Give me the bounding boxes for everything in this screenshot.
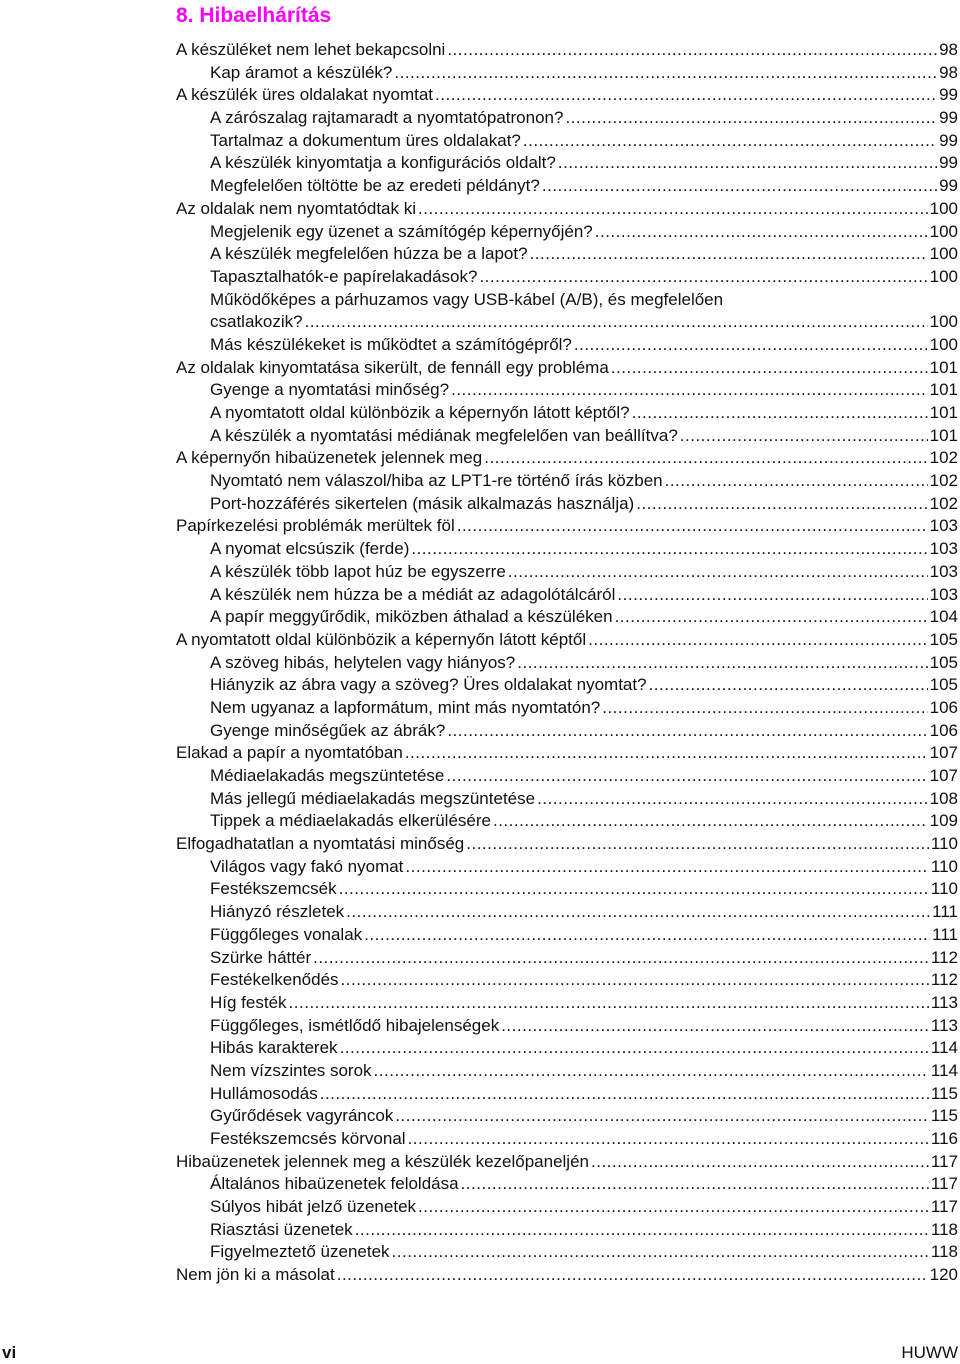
toc-dot-leader bbox=[574, 334, 928, 357]
toc-entry-label: Médiaelakadás megszüntetése bbox=[210, 766, 445, 785]
toc-dot-leader bbox=[517, 652, 927, 675]
toc-entry[interactable] bbox=[176, 810, 958, 833]
toc-entry[interactable] bbox=[176, 1037, 958, 1060]
toc-entry-label: Gyűrődések vagyráncok bbox=[210, 1106, 394, 1126]
toc-entry-label: A nyomat elcsúszik (ferde) bbox=[210, 539, 410, 559]
toc-entry-page: 100 bbox=[929, 266, 958, 286]
toc-entry-page: 108 bbox=[929, 788, 958, 808]
toc-dot-leader bbox=[665, 470, 928, 493]
toc-entry[interactable] bbox=[176, 1151, 958, 1174]
toc-entry-page: 100 bbox=[929, 334, 958, 354]
toc-entry-label: A papír meggyűrődik, miközben áthalad a készüléken bbox=[210, 607, 613, 627]
toc-entry-page: 98 bbox=[939, 62, 958, 82]
toc-entry-page: 103 bbox=[929, 539, 958, 559]
toc-entry[interactable] bbox=[176, 1173, 958, 1196]
toc-entry-page: 105 bbox=[929, 675, 958, 695]
toc-entry[interactable] bbox=[176, 243, 958, 266]
toc-entry[interactable] bbox=[176, 901, 958, 924]
toc-entry[interactable] bbox=[176, 1219, 958, 1242]
toc-dot-leader bbox=[447, 720, 927, 743]
toc-entry-page: 118 bbox=[930, 1242, 958, 1262]
toc-entry-page: 110 bbox=[930, 879, 958, 899]
toc-entry-page: 101 bbox=[929, 403, 958, 422]
toc-entry-label: Festékelkenődés bbox=[210, 970, 339, 990]
toc-dot-leader bbox=[411, 538, 927, 561]
toc-dot-leader bbox=[588, 629, 927, 652]
toc-dot-leader bbox=[337, 1264, 928, 1287]
toc-dot-leader bbox=[565, 107, 937, 130]
toc-dot-leader bbox=[523, 130, 937, 153]
toc-entry-page: 114 bbox=[930, 1060, 958, 1080]
toc-dot-leader bbox=[418, 1196, 929, 1219]
toc-entry-label: Elakad a papír a nyomtatóban bbox=[176, 743, 403, 763]
toc-dot-leader bbox=[479, 266, 927, 289]
toc-entry-page: 101 bbox=[929, 380, 958, 400]
toc-dot-leader bbox=[457, 515, 928, 538]
toc-entry-label: Működőképes a párhuzamos vagy USB-kábel (A/B), és megfelelően bbox=[210, 289, 724, 309]
toc-entry-page: 101 bbox=[929, 425, 958, 445]
toc-entry[interactable] bbox=[176, 62, 958, 85]
toc-entry-label: Nem ugyanaz a lapformátum, mint más nyomtatón? bbox=[210, 697, 601, 717]
toc-entry-page: 99 bbox=[939, 130, 958, 150]
toc-entry-page: 105 bbox=[929, 629, 958, 649]
toc-dot-leader bbox=[493, 810, 928, 833]
toc-entry[interactable] bbox=[176, 629, 958, 652]
toc-dot-leader bbox=[341, 969, 929, 992]
toc-entry-label: A készülék kinyomtatja a konfigurációs oldalt? bbox=[210, 153, 556, 173]
toc-entry[interactable] bbox=[176, 1128, 958, 1151]
toc-entry[interactable] bbox=[176, 39, 958, 62]
toc-entry-label: Világos vagy fakó nyomat bbox=[210, 856, 404, 876]
toc-entry-page: 113 bbox=[930, 1015, 958, 1035]
toc-dot-leader bbox=[435, 84, 937, 107]
toc-entry-page: 102 bbox=[929, 471, 958, 491]
toc-entry-label: Riasztási üzenetek bbox=[210, 1219, 353, 1239]
toc-entry-page: 110 bbox=[930, 856, 958, 876]
toc-entry-page: 103 bbox=[929, 516, 958, 536]
toc-entry[interactable] bbox=[176, 561, 958, 584]
toc-entry-page: 113 bbox=[930, 992, 958, 1012]
toc-entry-label: Híg festék bbox=[210, 992, 287, 1012]
toc-entry-label: Megfelelően töltötte be az eredeti példányt? bbox=[210, 176, 540, 196]
toc-dot-leader bbox=[680, 425, 928, 448]
toc-entry-label: A szöveg hibás, helytelen vagy hiányos? bbox=[210, 652, 516, 672]
toc-entry[interactable] bbox=[176, 1264, 958, 1287]
toc-entry-page: 115 bbox=[930, 1083, 958, 1103]
toc-entry-label: Nem jön ki a másolat bbox=[176, 1265, 335, 1285]
toc-entry-label: Festékszemcsés körvonal bbox=[210, 1129, 406, 1148]
toc-entry-page: 103 bbox=[929, 561, 958, 581]
toc-entry[interactable] bbox=[176, 924, 958, 947]
toc-entry-label: Elfogadhatatlan a nyomtatási minőség bbox=[176, 834, 465, 854]
toc-entry[interactable] bbox=[176, 1060, 958, 1083]
toc-entry[interactable] bbox=[176, 969, 958, 992]
toc-entry[interactable] bbox=[176, 856, 958, 879]
toc-dot-leader bbox=[595, 221, 928, 244]
toc-entry[interactable] bbox=[176, 402, 958, 425]
toc-dot-leader bbox=[447, 39, 937, 62]
toc-dot-leader bbox=[602, 697, 927, 720]
toc-entry[interactable] bbox=[176, 697, 958, 720]
toc-entry-page: 100 bbox=[929, 221, 958, 241]
toc-entry-label: Kap áramot a készülék? bbox=[210, 62, 393, 82]
toc-entry[interactable] bbox=[176, 379, 958, 402]
toc-entry-page: 100 bbox=[929, 312, 958, 332]
toc-dot-leader bbox=[558, 152, 937, 175]
toc-dot-leader bbox=[461, 1173, 929, 1196]
toc-entry-page: 114 bbox=[930, 1038, 958, 1058]
toc-entry-label: Nyomtató nem válaszol/hiba az LPT1-re történő írás közben bbox=[210, 471, 663, 491]
toc-entry-label: Megjelenik egy üzenet a számítógép képernyőjén? bbox=[210, 221, 593, 241]
toc-entry-page: 111 bbox=[932, 902, 958, 922]
toc-dot-leader bbox=[395, 1105, 929, 1128]
toc-entry[interactable] bbox=[176, 289, 958, 334]
toc-entry-page: 117 bbox=[930, 1174, 958, 1194]
toc-entry-label: A nyomtatott oldal különbözik a képernyőn látott képtől? bbox=[210, 403, 630, 422]
toc-entry[interactable] bbox=[176, 447, 958, 470]
toc-entry-label: Az oldalak nem nyomtatódtak ki bbox=[176, 198, 417, 218]
toc-entry-label: Figyelmeztető üzenetek bbox=[210, 1242, 390, 1262]
toc-entry[interactable] bbox=[176, 152, 958, 175]
toc-entry-label: A készülék több lapot húz be egyszerre bbox=[210, 561, 506, 581]
toc-entry[interactable] bbox=[176, 221, 958, 244]
toc-entry-page: 103 bbox=[929, 584, 958, 604]
toc-entry[interactable] bbox=[176, 334, 958, 357]
toc-entry-label: Az oldalak kinyomtatása sikerült, de fennáll egy probléma bbox=[176, 357, 609, 377]
toc-entry-page: 99 bbox=[939, 176, 958, 196]
toc-dot-leader bbox=[649, 674, 928, 697]
toc-dot-leader bbox=[313, 947, 929, 970]
toc-dot-leader bbox=[530, 243, 928, 266]
toc-dot-leader bbox=[615, 606, 928, 629]
toc-entry[interactable] bbox=[176, 1196, 958, 1219]
toc-dot-leader bbox=[484, 447, 927, 470]
toc-entry[interactable] bbox=[176, 175, 958, 198]
toc-dot-leader bbox=[508, 561, 928, 584]
toc-entry-label: Szürke háttér bbox=[210, 947, 312, 967]
toc-dot-leader bbox=[364, 924, 930, 947]
toc-entry-label: Festékszemcsék bbox=[210, 879, 337, 899]
toc-entry-page: 99 bbox=[939, 85, 958, 105]
toc-dot-leader bbox=[632, 402, 928, 425]
toc-entry[interactable] bbox=[176, 1015, 958, 1038]
toc-entry[interactable] bbox=[176, 1105, 958, 1128]
toc-entry-label: Függőleges vonalak bbox=[210, 924, 363, 944]
toc-entry[interactable] bbox=[176, 515, 958, 538]
toc-entry[interactable] bbox=[176, 652, 958, 675]
toc-dot-leader bbox=[320, 1083, 929, 1106]
toc-dot-leader bbox=[346, 901, 930, 924]
toc-dot-leader bbox=[305, 311, 928, 334]
toc-dot-leader bbox=[408, 1128, 929, 1151]
toc-entry-page: 112 bbox=[930, 947, 958, 967]
toc-entry[interactable] bbox=[176, 84, 958, 107]
toc-entry-label: Gyenge minőségűek az ábrák? bbox=[210, 720, 446, 740]
toc-entry[interactable] bbox=[176, 1083, 958, 1106]
toc-entry-label: Hibás karakterek bbox=[210, 1038, 338, 1058]
toc-entry-label: Gyenge a nyomtatási minőség? bbox=[210, 380, 450, 400]
toc-dot-leader bbox=[466, 833, 929, 856]
toc-dot-leader bbox=[542, 175, 937, 198]
toc-dot-leader bbox=[374, 1060, 929, 1083]
toc-dot-leader bbox=[405, 742, 928, 765]
toc-dot-leader bbox=[392, 1241, 929, 1264]
toc-entry[interactable] bbox=[176, 107, 958, 130]
toc-entry-page: 105 bbox=[929, 652, 958, 672]
toc-entry[interactable] bbox=[176, 425, 958, 448]
toc-dot-leader bbox=[339, 878, 929, 901]
toc-entry-label: Tartalmaz a dokumentum üres oldalakat? bbox=[210, 130, 521, 150]
toc-entry-label: Hibaüzenetek jelennek meg a készülék kezelőpaneljén bbox=[176, 1151, 589, 1171]
toc-entry-page: 118 bbox=[930, 1219, 958, 1239]
toc-entry[interactable] bbox=[176, 470, 958, 493]
toc-entry-label: A nyomtatott oldal különbözik a képernyőn látott képtől bbox=[176, 629, 587, 649]
toc-entry-page: 98 bbox=[939, 40, 958, 59]
toc-entry[interactable] bbox=[176, 992, 958, 1015]
toc-entry-page: 107 bbox=[929, 743, 958, 763]
toc-dot-leader bbox=[394, 62, 937, 85]
chapter-title: 8. Hibaelhárítás bbox=[176, 4, 332, 27]
toc-entry-page: 100 bbox=[929, 244, 958, 264]
toc-dot-leader bbox=[446, 765, 927, 788]
toc-entry[interactable] bbox=[176, 833, 958, 856]
toc-entry-label: Port-hozzáférés sikertelen (másik alkalmazás használja) bbox=[210, 493, 635, 513]
toc-entry-label: Más készülékeket is működtet a számítógépről? bbox=[210, 334, 572, 354]
toc-entry-page: 107 bbox=[929, 766, 958, 785]
toc-entry-label: Hullámosodás bbox=[210, 1083, 318, 1103]
toc-entry[interactable] bbox=[176, 742, 958, 765]
toc-entry-page: 117 bbox=[930, 1151, 958, 1171]
toc-entry[interactable] bbox=[176, 674, 958, 697]
toc-dot-leader bbox=[451, 379, 928, 402]
toc-entry-page: 115 bbox=[930, 1106, 958, 1126]
toc-entry-label: Tapasztalhatók-e papírelakadások? bbox=[210, 266, 478, 286]
toc-entry-page: 104 bbox=[929, 607, 958, 627]
toc-dot-leader bbox=[340, 1037, 929, 1060]
toc-entry-label: Hiányzó részletek bbox=[210, 902, 345, 922]
toc-entry[interactable] bbox=[176, 538, 958, 561]
toc-entry-page: 99 bbox=[939, 153, 958, 173]
toc-entry-label: A zárószalag rajtamaradt a nyomtatópatronon? bbox=[210, 108, 564, 128]
toc-entry[interactable] bbox=[176, 947, 958, 970]
toc-entry-page: 100 bbox=[929, 198, 958, 218]
toc-entry-page: 106 bbox=[929, 697, 958, 717]
toc-dot-leader bbox=[611, 357, 928, 380]
toc-entry-page: 111 bbox=[932, 924, 958, 944]
toc-entry[interactable] bbox=[176, 357, 958, 380]
toc-entry-label: Tippek a médiaelakadás elkerülésére bbox=[210, 811, 491, 831]
toc-dot-leader bbox=[591, 1151, 929, 1174]
toc-entry[interactable] bbox=[176, 130, 958, 153]
toc-entry-label: Papírkezelési problémák merültek föl bbox=[176, 516, 455, 536]
toc-entry-label: A készülék megfelelően húzza be a lapot? bbox=[210, 244, 528, 264]
toc-entry[interactable] bbox=[176, 720, 958, 743]
toc-entry-page: 112 bbox=[930, 970, 958, 990]
toc-entry-label: A készülék a nyomtatási médiának megfelelően van beállítva? bbox=[210, 425, 678, 445]
toc-entry-page: 102 bbox=[929, 448, 958, 468]
toc-entry-page: 106 bbox=[929, 720, 958, 740]
toc-entry-page: 101 bbox=[929, 357, 958, 377]
toc-entry-label: Más jellegű médiaelakadás megszüntetése bbox=[210, 788, 536, 808]
toc-entry-page: 109 bbox=[929, 811, 958, 831]
toc-dot-leader bbox=[418, 198, 928, 221]
toc-entry-page: 99 bbox=[939, 108, 958, 128]
toc-entry-page: 110 bbox=[930, 834, 958, 854]
toc-entry[interactable] bbox=[176, 765, 958, 788]
toc-entry-label: A készülék üres oldalakat nyomtat bbox=[176, 85, 434, 105]
toc-entry-label: A képernyőn hibaüzenetek jelennek meg bbox=[176, 448, 483, 468]
toc-entry[interactable] bbox=[176, 198, 958, 221]
toc-entry-label: Függőleges, ismétlődő hibajelenségek bbox=[210, 1015, 500, 1035]
toc-entry-page: 102 bbox=[929, 493, 958, 513]
table-of-contents bbox=[176, 39, 958, 1287]
toc-dot-leader bbox=[501, 1015, 929, 1038]
toc-entry[interactable] bbox=[176, 493, 958, 516]
toc-entry-label: A készüléket nem lehet bekapcsolni bbox=[176, 40, 446, 59]
toc-entry[interactable] bbox=[176, 788, 958, 811]
footer-brand: HUWW bbox=[901, 1343, 958, 1362]
toc-entry-page: 116 bbox=[930, 1129, 958, 1148]
toc-entry[interactable] bbox=[176, 1241, 958, 1264]
toc-entry-label: Nem vízszintes sorok bbox=[210, 1060, 372, 1080]
toc-entry[interactable] bbox=[176, 584, 958, 607]
toc-entry-label-continued: csatlakozik? bbox=[210, 312, 303, 332]
toc-entry-label: Általános hibaüzenetek feloldása bbox=[210, 1174, 459, 1194]
toc-dot-leader bbox=[355, 1219, 929, 1242]
footer-page-number: vi bbox=[2, 1343, 17, 1362]
toc-dot-leader bbox=[617, 584, 927, 607]
toc-entry[interactable] bbox=[176, 878, 958, 901]
toc-entry[interactable] bbox=[176, 606, 958, 629]
toc-dot-leader bbox=[405, 856, 928, 879]
toc-entry-label: Súlyos hibát jelző üzenetek bbox=[210, 1197, 417, 1217]
toc-entry-page: 120 bbox=[929, 1265, 958, 1285]
toc-entry[interactable] bbox=[176, 266, 958, 289]
toc-dot-leader bbox=[289, 992, 929, 1015]
toc-entry-label: A készülék nem húzza be a médiát az adagolótálcáról bbox=[210, 584, 616, 604]
toc-dot-leader bbox=[537, 788, 928, 811]
toc-entry-page: 117 bbox=[930, 1197, 958, 1217]
toc-dot-leader bbox=[636, 493, 927, 516]
toc-entry-label: Hiányzik az ábra vagy a szöveg? Üres oldalakat nyomtat? bbox=[210, 675, 647, 695]
